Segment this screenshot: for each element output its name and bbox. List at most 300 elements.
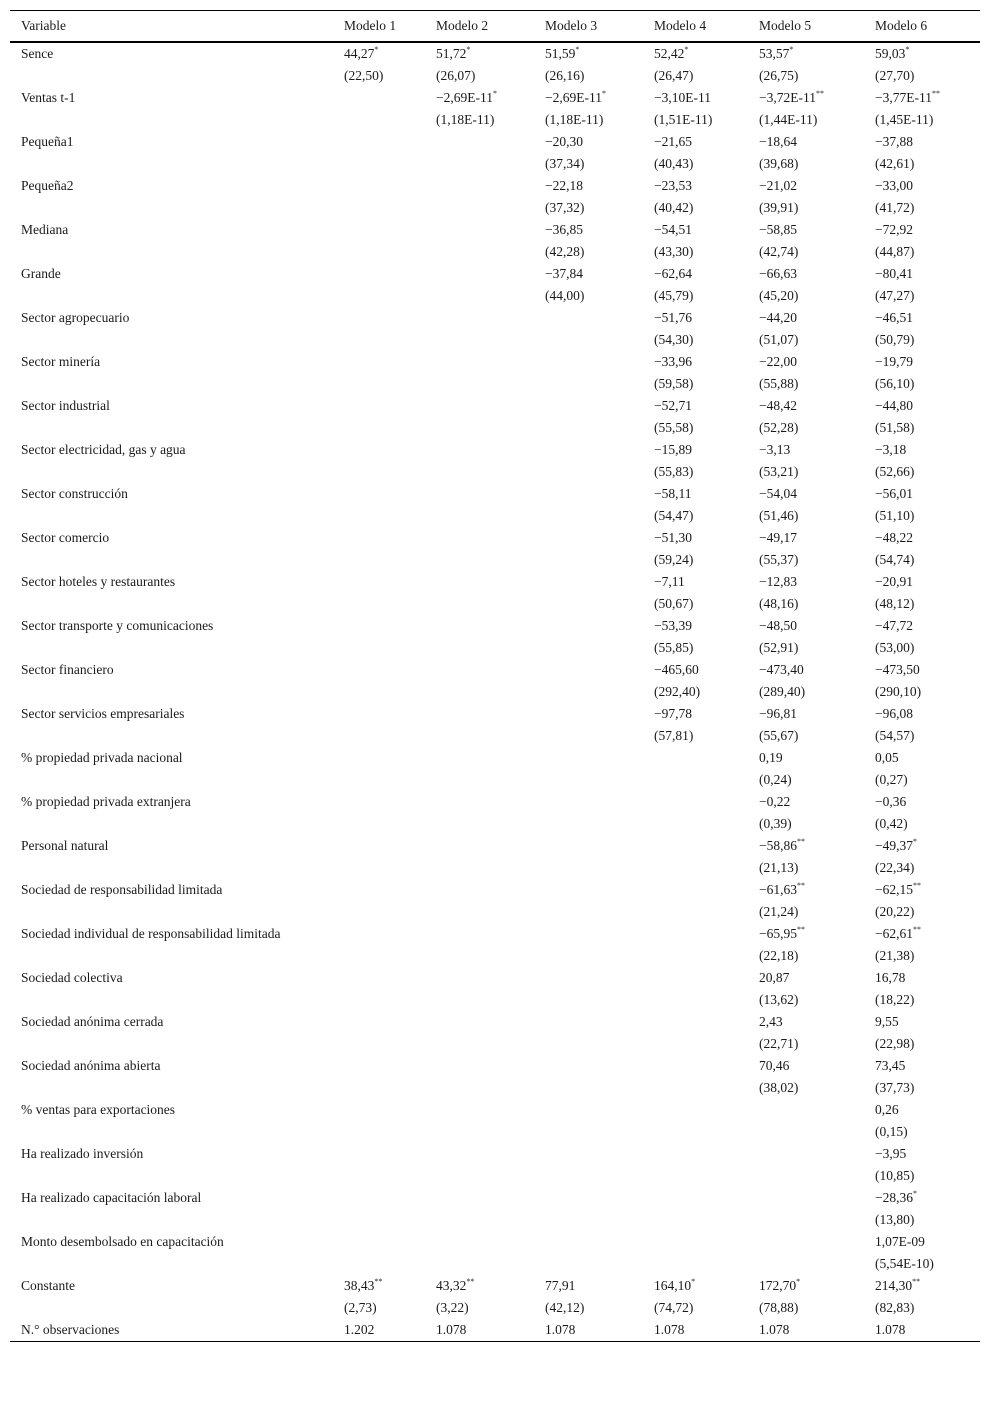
coefficient-value: −20,30	[545, 134, 583, 149]
row-label: Sector transporte y comunicaciones	[21, 618, 214, 633]
cell-modelo-4	[643, 1231, 748, 1275]
cell-modelo-4	[643, 791, 748, 835]
coefficient-value: 1.078	[654, 1322, 685, 1337]
significance-marker: **	[797, 837, 805, 846]
significance-marker: *	[466, 45, 471, 54]
coefficient-value: 172,70	[759, 1278, 797, 1293]
coefficient	[759, 659, 860, 681]
row-label: Pequeña1	[21, 134, 74, 149]
standard-error: (54,57)	[875, 728, 915, 743]
coefficient	[759, 1319, 860, 1341]
coefficient	[654, 263, 744, 285]
regression-table	[10, 10, 980, 1342]
cell-modelo-6	[864, 835, 980, 879]
coefficient-value: −0,36	[875, 794, 907, 809]
significance-marker: *	[789, 45, 794, 54]
table-row	[10, 835, 980, 879]
significance-marker: **	[815, 89, 824, 98]
cell-modelo-6	[864, 263, 980, 307]
coefficient-value: 44,27	[344, 46, 375, 61]
coefficient-value: 0,19	[759, 750, 783, 765]
cell-modelo-3	[534, 923, 643, 967]
coefficient	[654, 131, 744, 153]
coefficient	[759, 527, 860, 549]
standard-error: (292,40)	[654, 684, 701, 699]
standard-error: (1,45E-11)	[875, 112, 934, 127]
coefficient-value: 2,43	[759, 1014, 783, 1029]
coefficient	[654, 571, 744, 593]
cell-modelo-5	[748, 219, 864, 263]
standard-error: (50,79)	[875, 332, 915, 347]
coefficient-value: 20,87	[759, 970, 790, 985]
coefficient	[344, 43, 421, 65]
coefficient-value: −97,78	[654, 706, 692, 721]
coefficient-value: −58,85	[759, 222, 797, 237]
coefficient-value: 77,91	[545, 1278, 576, 1293]
coefficient	[875, 87, 976, 109]
cell-modelo-1	[333, 1011, 425, 1055]
significance-marker: *	[575, 45, 580, 54]
significance-marker: *	[601, 89, 606, 98]
cell-modelo-5	[748, 1143, 864, 1187]
standard-error: (53,21)	[759, 464, 799, 479]
table-row	[10, 263, 980, 307]
coefficient-value: −15,89	[654, 442, 692, 457]
coefficient	[875, 131, 976, 153]
cell-modelo-3	[534, 263, 643, 307]
row-label: Sector minería	[21, 354, 101, 369]
standard-error: (13,80)	[875, 1212, 915, 1227]
cell-modelo-6	[864, 1319, 980, 1342]
cell-modelo-1	[333, 1231, 425, 1275]
row-label: Sence	[21, 46, 54, 61]
coefficient	[759, 263, 860, 285]
table-row	[10, 923, 980, 967]
table-row	[10, 703, 980, 747]
coefficient	[654, 87, 744, 109]
coefficient-value: −2,69E-11	[545, 90, 602, 105]
row-label: Sector electricidad, gas y agua	[21, 442, 186, 457]
significance-marker: **	[797, 925, 805, 934]
coefficient-value: −23,53	[654, 178, 692, 193]
cell-modelo-5	[748, 879, 864, 923]
cell-modelo-4	[643, 1099, 748, 1143]
cell-modelo-3	[534, 1187, 643, 1231]
cell-modelo-2	[425, 835, 534, 879]
cell-modelo-1	[333, 1319, 425, 1342]
standard-error: (51,10)	[875, 508, 915, 523]
cell-modelo-2	[425, 483, 534, 527]
cell-modelo-1	[333, 219, 425, 263]
cell-modelo-5	[748, 1099, 864, 1143]
standard-error: (54,30)	[654, 332, 694, 347]
coefficient	[875, 1319, 976, 1341]
standard-error: (26,47)	[654, 68, 694, 83]
coefficient-value: −62,64	[654, 266, 692, 281]
standard-error: (22,50)	[344, 68, 384, 83]
coefficient	[875, 1055, 976, 1077]
coefficient	[759, 923, 860, 945]
cell-modelo-4	[643, 967, 748, 1011]
standard-error: (55,37)	[759, 552, 799, 567]
standard-error: (37,34)	[545, 156, 585, 171]
standard-error: (21,38)	[875, 948, 915, 963]
cell-modelo-4	[643, 835, 748, 879]
coefficient-value: 70,46	[759, 1058, 790, 1073]
coefficient	[875, 791, 976, 813]
cell-modelo-5	[748, 131, 864, 175]
cell-modelo-3	[534, 1143, 643, 1187]
coefficient	[654, 307, 744, 329]
standard-error: (10,85)	[875, 1168, 915, 1183]
standard-error: (51,58)	[875, 420, 915, 435]
coefficient-value: −37,88	[875, 134, 913, 149]
coefficient	[875, 351, 976, 373]
standard-error: (45,20)	[759, 288, 799, 303]
coefficient-value: −56,01	[875, 486, 913, 501]
cell-modelo-4	[643, 1275, 748, 1319]
cell-modelo-5	[748, 307, 864, 351]
cell-modelo-2	[425, 395, 534, 439]
row-label: Mediana	[21, 222, 69, 237]
row-label: Monto desembolsado en capacitación	[21, 1234, 224, 1249]
row-label: Sector agropecuario	[21, 310, 130, 325]
significance-marker: **	[913, 881, 921, 890]
coefficient	[759, 1055, 860, 1077]
cell-modelo-4	[643, 483, 748, 527]
coefficient-value: 52,42	[654, 46, 685, 61]
cell-modelo-2	[425, 527, 534, 571]
coefficient	[545, 43, 639, 65]
standard-error: (0,24)	[759, 772, 792, 787]
significance-marker: **	[913, 925, 921, 934]
standard-error: (55,85)	[654, 640, 694, 655]
coefficient	[654, 395, 744, 417]
cell-modelo-2	[425, 659, 534, 703]
standard-error: (5,54E-10)	[875, 1256, 934, 1271]
standard-error: (74,72)	[654, 1300, 694, 1315]
standard-error: (44,00)	[545, 288, 585, 303]
cell-modelo-5	[748, 835, 864, 879]
standard-error: (26,07)	[436, 68, 476, 83]
significance-marker: *	[691, 1277, 696, 1286]
standard-error: (0,15)	[875, 1124, 908, 1139]
coefficient-value: 1.078	[545, 1322, 576, 1337]
cell-modelo-5	[748, 659, 864, 703]
cell-modelo-5	[748, 1275, 864, 1319]
cell-modelo-6	[864, 1187, 980, 1231]
cell-modelo-2	[425, 1055, 534, 1099]
coefficient	[875, 439, 976, 461]
significance-marker: *	[905, 45, 910, 54]
cell-modelo-2	[425, 42, 534, 87]
cell-modelo-1	[333, 659, 425, 703]
cell-modelo-3	[534, 967, 643, 1011]
coefficient	[875, 1231, 976, 1253]
coefficient-value: −3,77E-11	[875, 90, 932, 105]
table-body	[10, 42, 980, 1342]
coefficient-value: −49,37	[875, 838, 913, 853]
cell-modelo-1	[333, 571, 425, 615]
row-label: N.° observaciones	[21, 1322, 120, 1337]
standard-error: (82,83)	[875, 1300, 915, 1315]
standard-error: (48,16)	[759, 596, 799, 611]
coefficient-value: 164,10	[654, 1278, 692, 1293]
cell-modelo-4	[643, 131, 748, 175]
standard-error: (55,88)	[759, 376, 799, 391]
coefficient	[759, 307, 860, 329]
cell-modelo-6	[864, 219, 980, 263]
coefficient-value: −19,79	[875, 354, 913, 369]
coefficient-value: −44,20	[759, 310, 797, 325]
cell-modelo-5	[748, 703, 864, 747]
cell-modelo-5	[748, 1011, 864, 1055]
coefficient	[759, 43, 860, 65]
cell-modelo-6	[864, 1011, 980, 1055]
significance-marker: **	[466, 1277, 475, 1286]
standard-error: (21,24)	[759, 904, 799, 919]
standard-error: (38,02)	[759, 1080, 799, 1095]
cell-modelo-6	[864, 307, 980, 351]
row-label: Sociedad de responsabilidad limitada	[21, 882, 223, 897]
standard-error: (47,27)	[875, 288, 915, 303]
coefficient-value: 16,78	[875, 970, 906, 985]
row-label: % propiedad privada extranjera	[21, 794, 191, 809]
cell-modelo-5	[748, 747, 864, 791]
standard-error: (1,18E-11)	[436, 112, 495, 127]
cell-modelo-2	[425, 439, 534, 483]
coefficient-value: −21,02	[759, 178, 797, 193]
cell-modelo-3	[534, 351, 643, 395]
standard-error: (44,87)	[875, 244, 915, 259]
cell-modelo-1	[333, 923, 425, 967]
cell-modelo-2	[425, 219, 534, 263]
cell-modelo-5	[748, 263, 864, 307]
row-label: Constante	[21, 1278, 75, 1293]
cell-modelo-5	[748, 395, 864, 439]
cell-modelo-1	[333, 1055, 425, 1099]
cell-modelo-1	[333, 307, 425, 351]
coefficient-value: −20,91	[875, 574, 913, 589]
standard-error: (48,12)	[875, 596, 915, 611]
coefficient-value: −18,64	[759, 134, 797, 149]
coefficient-value: −473,40	[759, 662, 804, 677]
cell-modelo-4	[643, 263, 748, 307]
cell-modelo-3	[534, 703, 643, 747]
table-row	[10, 1011, 980, 1055]
coefficient	[759, 395, 860, 417]
standard-error: (42,12)	[545, 1300, 585, 1315]
table-row	[10, 1275, 980, 1319]
standard-error: (1,18E-11)	[545, 112, 604, 127]
coefficient	[759, 131, 860, 153]
coefficient-value: −48,42	[759, 398, 797, 413]
standard-error: (42,61)	[875, 156, 915, 171]
cell-modelo-2	[425, 879, 534, 923]
standard-error: (42,28)	[545, 244, 585, 259]
cell-modelo-4	[643, 395, 748, 439]
cell-modelo-2	[425, 1011, 534, 1055]
significance-marker: **	[931, 89, 940, 98]
cell-modelo-6	[864, 527, 980, 571]
cell-modelo-3	[534, 175, 643, 219]
coefficient-value: 1.202	[344, 1322, 375, 1337]
standard-error: (53,00)	[875, 640, 915, 655]
cell-modelo-2	[425, 1099, 534, 1143]
cell-modelo-6	[864, 351, 980, 395]
coefficient	[436, 43, 530, 65]
cell-modelo-1	[333, 351, 425, 395]
coefficient	[654, 351, 744, 373]
cell-modelo-3	[534, 659, 643, 703]
coefficient	[344, 1275, 421, 1297]
standard-error: (55,58)	[654, 420, 694, 435]
coefficient	[875, 1187, 976, 1209]
standard-error: (54,74)	[875, 552, 915, 567]
coefficient	[875, 1143, 976, 1165]
coefficient	[436, 1319, 530, 1341]
cell-modelo-1	[333, 1143, 425, 1187]
coefficient-value: −47,72	[875, 618, 913, 633]
cell-modelo-2	[425, 791, 534, 835]
cell-modelo-5	[748, 967, 864, 1011]
cell-modelo-5	[748, 351, 864, 395]
significance-marker: *	[913, 837, 917, 846]
coefficient	[759, 615, 860, 637]
coefficient	[759, 1275, 860, 1297]
standard-error: (39,68)	[759, 156, 799, 171]
cell-modelo-1	[333, 263, 425, 307]
standard-error: (289,40)	[759, 684, 806, 699]
standard-error: (22,18)	[759, 948, 799, 963]
significance-marker: **	[797, 881, 805, 890]
coefficient	[654, 483, 744, 505]
table-row	[10, 615, 980, 659]
coefficient-value: 214,30	[875, 1278, 913, 1293]
table-row	[10, 87, 980, 131]
coefficient-value: −54,51	[654, 222, 692, 237]
table-row	[10, 1099, 980, 1143]
coefficient-value: −33,96	[654, 354, 692, 369]
standard-error: (0,27)	[875, 772, 908, 787]
coefficient	[654, 659, 744, 681]
standard-error: (22,98)	[875, 1036, 915, 1051]
coefficient-value: −65,95	[759, 926, 797, 941]
cell-modelo-3	[534, 1055, 643, 1099]
standard-error: (0,42)	[875, 816, 908, 831]
cell-modelo-2	[425, 351, 534, 395]
cell-modelo-6	[864, 1275, 980, 1319]
cell-modelo-6	[864, 483, 980, 527]
coefficient	[759, 967, 860, 989]
coefficient	[654, 703, 744, 725]
cell-modelo-6	[864, 87, 980, 131]
header-modelo-3: Modelo 3	[545, 18, 598, 33]
coefficient	[545, 263, 639, 285]
coefficient-value: −53,39	[654, 618, 692, 633]
coefficient	[875, 263, 976, 285]
standard-error: (0,39)	[759, 816, 792, 831]
standard-error: (20,22)	[875, 904, 915, 919]
coefficient-value: −37,84	[545, 266, 583, 281]
coefficient	[875, 527, 976, 549]
cell-modelo-5	[748, 1055, 864, 1099]
cell-modelo-4	[643, 219, 748, 263]
standard-error: (51,07)	[759, 332, 799, 347]
cell-modelo-6	[864, 175, 980, 219]
table-row	[10, 351, 980, 395]
cell-modelo-4	[643, 351, 748, 395]
row-label: Sociedad individual de responsabilidad limitada	[21, 926, 281, 941]
standard-error: (50,67)	[654, 596, 694, 611]
coefficient	[759, 175, 860, 197]
row-label: Sociedad anónima abierta	[21, 1058, 161, 1073]
coefficient-value: 59,03	[875, 46, 906, 61]
coefficient-value: −3,13	[759, 442, 791, 457]
table-row	[10, 42, 980, 87]
coefficient-value: −2,69E-11	[436, 90, 493, 105]
table-row	[10, 1231, 980, 1275]
cell-modelo-1	[333, 87, 425, 131]
table-row	[10, 483, 980, 527]
table-row	[10, 1143, 980, 1187]
coefficient-value: −51,30	[654, 530, 692, 545]
significance-marker: *	[374, 45, 379, 54]
table-row	[10, 527, 980, 571]
cell-modelo-1	[333, 1275, 425, 1319]
significance-marker: *	[796, 1277, 801, 1286]
coefficient	[759, 703, 860, 725]
coefficient-value: −58,11	[654, 486, 692, 501]
row-label: Sector financiero	[21, 662, 114, 677]
table-row	[10, 395, 980, 439]
standard-error: (42,74)	[759, 244, 799, 259]
coefficient-value: 0,05	[875, 750, 899, 765]
header-modelo-1: Modelo 1	[344, 18, 397, 33]
coefficient	[875, 967, 976, 989]
coefficient	[759, 351, 860, 373]
coefficient-value: −48,22	[875, 530, 913, 545]
coefficient-value: −3,95	[875, 1146, 907, 1161]
cell-modelo-2	[425, 1143, 534, 1187]
coefficient-value: −61,63	[759, 882, 797, 897]
cell-modelo-3	[534, 42, 643, 87]
coefficient-value: 9,55	[875, 1014, 899, 1029]
coefficient	[654, 439, 744, 461]
cell-modelo-3	[534, 307, 643, 351]
cell-modelo-1	[333, 967, 425, 1011]
coefficient	[875, 175, 976, 197]
row-label: Sociedad colectiva	[21, 970, 123, 985]
standard-error: (1,44E-11)	[759, 112, 818, 127]
cell-modelo-3	[534, 571, 643, 615]
cell-modelo-6	[864, 879, 980, 923]
coefficient-value: 1,07E-09	[875, 1234, 925, 1249]
cell-modelo-2	[425, 1319, 534, 1342]
coefficient-value: −7,11	[654, 574, 685, 589]
cell-modelo-3	[534, 439, 643, 483]
cell-modelo-6	[864, 615, 980, 659]
coefficient-value: −22,00	[759, 354, 797, 369]
cell-modelo-3	[534, 131, 643, 175]
table-row	[10, 879, 980, 923]
coefficient	[759, 791, 860, 813]
row-label: Ventas t-1	[21, 90, 76, 105]
cell-modelo-4	[643, 87, 748, 131]
coefficient-value: −3,72E-11	[759, 90, 816, 105]
cell-modelo-2	[425, 175, 534, 219]
coefficient	[875, 879, 976, 901]
